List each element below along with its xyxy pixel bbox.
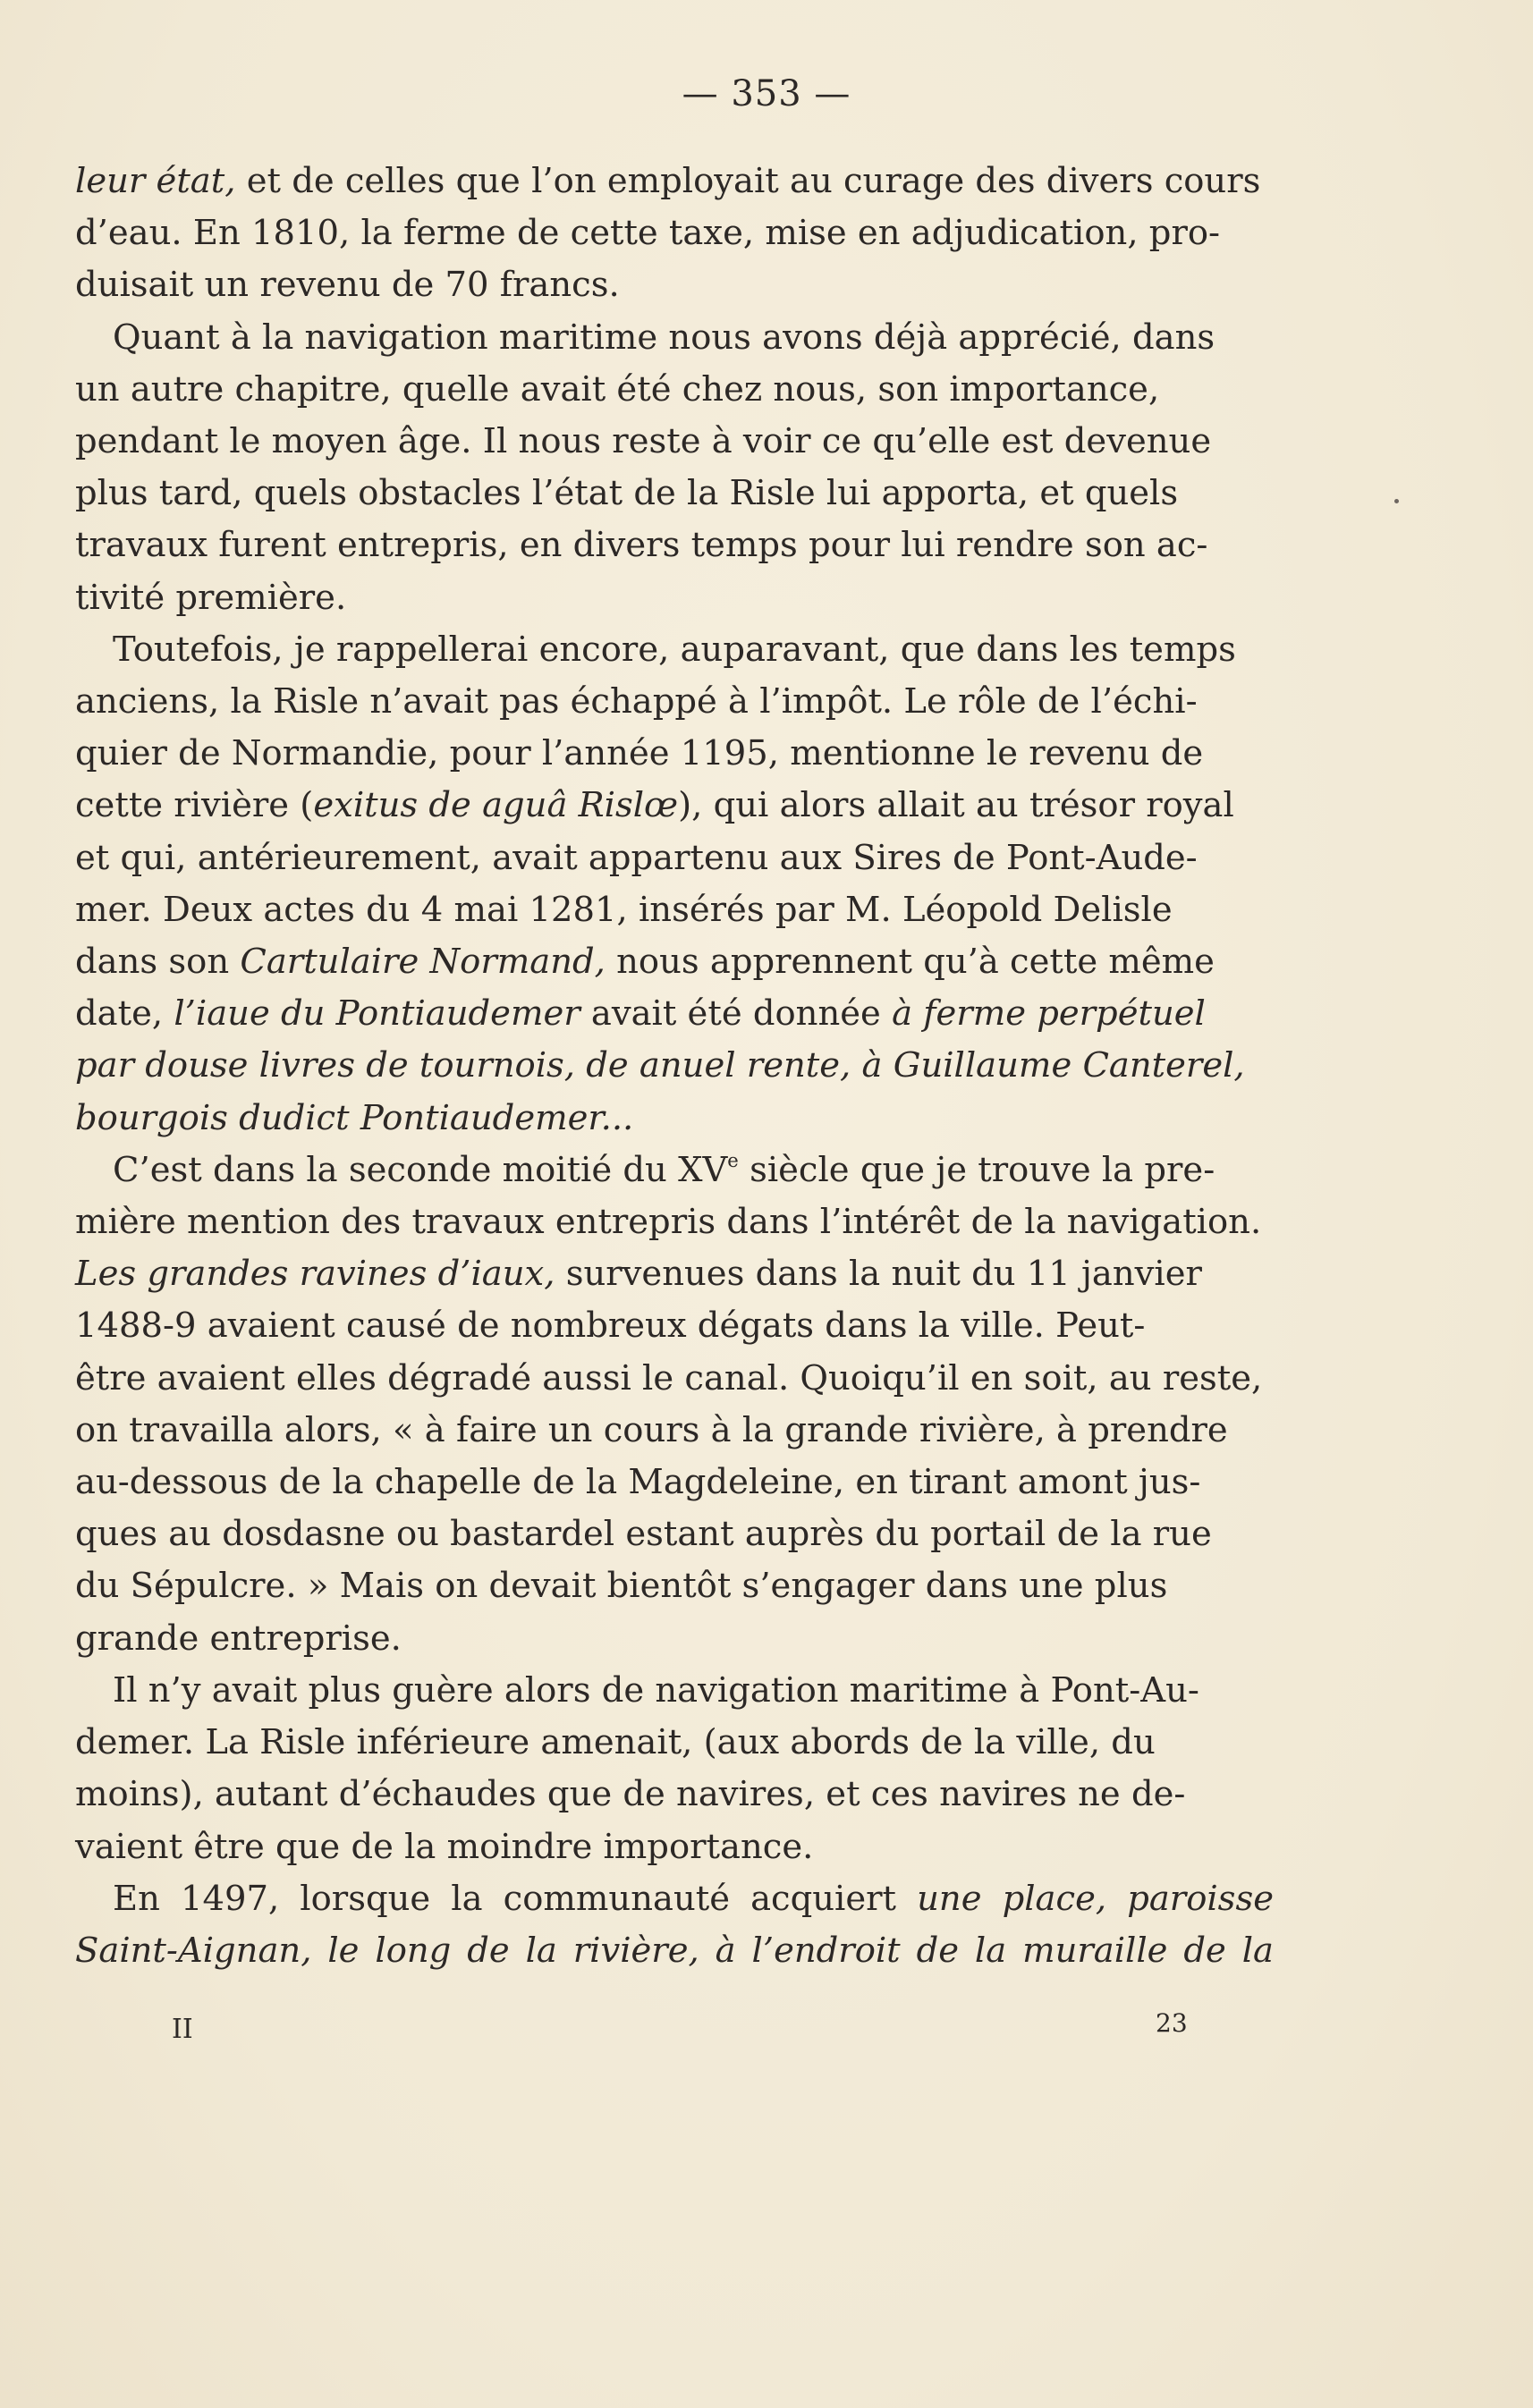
italic-text: Les grandes ravines d’iaux, <box>75 1254 555 1295</box>
text-run: C’est dans la seconde moitié du XV <box>113 1149 728 1190</box>
italic-text: une place, paroisse <box>917 1878 1274 1919</box>
text-run: ques au dosdasne ou bastardel estant auprès du portail de la rue <box>75 1514 1212 1555</box>
superscript: e <box>727 1148 739 1171</box>
text-run: d’eau. En 1810, la ferme de cette taxe, mise en adjudication, pro- <box>75 213 1221 254</box>
text-run: demer. La Risle inférieure amenait, (aux abords de la ville, du <box>75 1722 1156 1763</box>
text-run: nous apprennent qu’à cette même <box>605 942 1215 983</box>
text-run: du Sépulcre. » Mais on devait bientôt s’engager dans une plus <box>75 1566 1168 1607</box>
text-run: anciens, la Risle n’avait pas échappé à l’impôt. Le rôle de l’échi- <box>75 681 1198 722</box>
text-run: siècle que je trouve la pre- <box>738 1149 1215 1190</box>
text-run: et qui, antérieurement, avait appartenu aux Sires de Pont-Aude- <box>75 837 1198 878</box>
margin-speck <box>1394 499 1399 503</box>
text-run: duisait un revenu de 70 francs. <box>75 265 620 306</box>
text-run: avait été donnée <box>580 993 893 1035</box>
text-run: on travailla alors, « à faire un cours à la grande rivière, à prendre <box>75 1409 1228 1450</box>
text-run: mer. Deux actes du 4 mai 1281, insérés par M. Léopold Delisle <box>75 889 1173 930</box>
text-run: En 1497, lorsque la communauté acquiert <box>113 1878 918 1919</box>
text-run: date, <box>75 993 174 1035</box>
paragraph <box>75 1873 1274 1977</box>
text-run: Quant à la navigation maritime nous avons déjà apprécié, dans <box>113 317 1215 358</box>
text-run: vaient être que de la moindre importance. <box>75 1826 814 1867</box>
paragraph <box>75 312 1274 624</box>
text-run: survenues dans la nuit du 11 janvier <box>555 1254 1202 1295</box>
italic-text: à ferme perpétuel <box>892 993 1206 1035</box>
italic-text: leur état, <box>75 161 236 201</box>
text-run: travaux furent entrepris, en divers temps pour lui rendre son ac- <box>75 525 1208 566</box>
text-run: et de celles que l’on employait au curage des divers cours <box>235 161 1261 201</box>
italic-text: bourgois dudict Pontiaudemer... <box>75 1097 634 1138</box>
paragraph <box>75 1145 1274 1665</box>
text-run: être avaient elles dégradé aussi le canal. Quoiqu’il en soit, au reste, <box>75 1357 1263 1398</box>
text-run: grande entreprise. <box>75 1618 402 1659</box>
text-run: tivité première. <box>75 577 347 618</box>
text-run: cette rivière ( <box>75 785 314 826</box>
text-run: Toutefois, je rappellerai encore, auparavant, que dans les temps <box>113 629 1236 670</box>
italic-text: Cartulaire Normand, <box>240 942 606 983</box>
italic-text: par douse livres de tournois, de anuel rente, à Guillaume Canterel, <box>75 1045 1245 1086</box>
text-run: moins), autant d’échaudes que de navires, et ces navires ne de- <box>75 1774 1186 1815</box>
text-run: mière mention des travaux entrepris dans l’intérêt de la navigation. <box>75 1202 1262 1243</box>
paragraph <box>75 156 1274 312</box>
text-run: ), qui alors allait au trésor royal <box>678 785 1234 826</box>
text-run: 1488-9 avaient causé de nombreux dégats dans la ville. Peut- <box>75 1305 1146 1347</box>
text-run: Il n’y avait plus guère alors de navigation maritime à Pont-Au- <box>113 1669 1199 1711</box>
italic-text: Saint-Aignan, le long de la rivière, à l’endroit de la muraille de la <box>75 1930 1274 1971</box>
body-text <box>75 156 1274 1977</box>
text-run: un autre chapitre, quelle avait été chez nous, son importance, <box>75 368 1160 410</box>
signature-mark: 23 <box>1156 2008 1188 2038</box>
text-run: plus tard, quels obstacles l’état de la Risle lui apporta, et quels <box>75 473 1179 514</box>
italic-text: l’iaue du Pontiaudemer <box>174 993 580 1035</box>
paragraph <box>75 624 1274 1145</box>
volume-marker: II <box>172 2014 193 2045</box>
text-run: pendant le moyen âge. Il nous reste à voir ce qu’elle est devenue <box>75 421 1212 462</box>
page-number: — 353 — <box>682 73 851 114</box>
text-run: au-dessous de la chapelle de la Magdeleine, en tirant amont jus- <box>75 1462 1201 1503</box>
italic-text: exitus de aguâ Rislœ <box>313 785 679 826</box>
text-run: quier de Normandie, pour l’année 1195, mentionne le revenu de <box>75 733 1204 774</box>
paragraph <box>75 1665 1274 1873</box>
text-run: dans son <box>75 942 241 983</box>
